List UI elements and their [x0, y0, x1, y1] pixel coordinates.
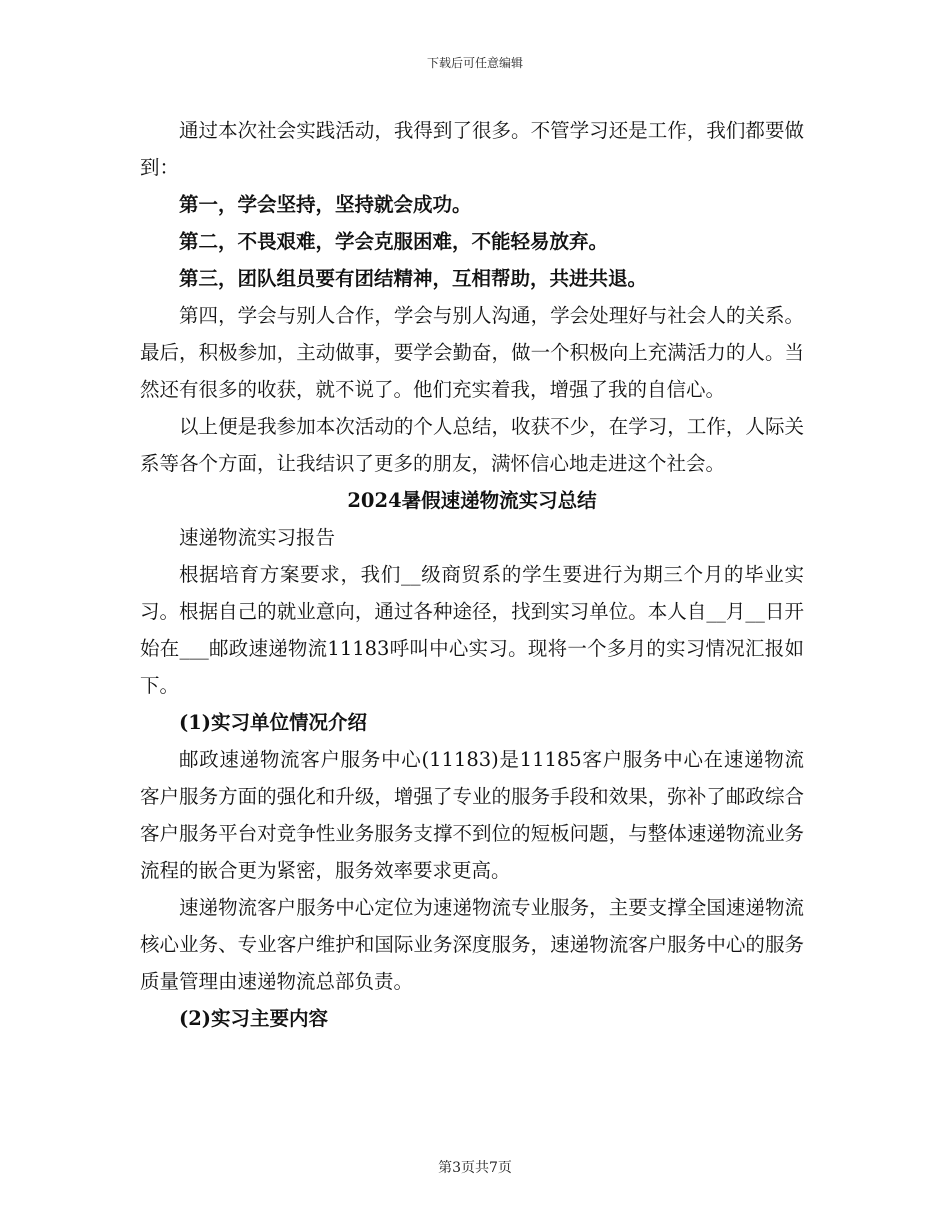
paragraph-background: 根据培育方案要求，我们__级商贸系的学生要进行为期三个月的毕业实习。根据自己的就业意向，通过各种途径，找到实习单位。本人自__月__日开始在___邮政速递物流11183呼叫中心实习。现将一个多月的实习情况汇报如下。 — [140, 563, 804, 697]
paragraph-unit-description: 邮政速递物流客户服务中心(11183)是11185客户服务中心在速递物流客户服务方面的强化和升级，增强了专业的服务手段和效果，弥补了邮政综合客户服务平台对竞争性业务服务支撑不到位的短板问题，与整体速递物流业务流程的嵌合更为紧密，服务效率要求更高。 — [140, 748, 804, 882]
paragraph-summary: 以上便是我参加本次活动的个人总结，收获不少，在学习，工作，人际关系等各个方面，让我结识了更多的朋友，满怀信心地走进这个社会。 — [140, 415, 804, 475]
paragraph-intro: 通过本次社会实践活动，我得到了很多。不管学习还是工作，我们都要做到： — [140, 119, 804, 179]
document-body — [140, 112, 804, 1037]
page-number: 第3页共7页 — [438, 1160, 512, 1176]
report-subtitle: 速递物流实习报告 — [179, 526, 336, 549]
heading-main-content: (2)实习主要内容 — [179, 1007, 329, 1030]
point-first: 第一，学会坚持，坚持就会成功。 — [179, 193, 472, 216]
page-header-note: 下载后可任意编辑 — [426, 56, 523, 70]
section-title: 2024暑假速递物流实习总结 — [347, 489, 597, 512]
heading-unit-intro: (1)实习单位情况介绍 — [179, 711, 368, 734]
paragraph-center-positioning: 速递物流客户服务中心定位为速递物流专业服务，主要支撑全国速递物流核心业务、专业客户维护和国际业务深度服务，速递物流客户服务中心的服务质量管理由速递物流总部负责。 — [140, 896, 804, 993]
point-third: 第三，团队组员要有团结精神，互相帮助，共进共退。 — [179, 267, 648, 290]
point-second: 第二，不畏艰难，学会克服困难，不能轻易放弃。 — [179, 230, 609, 253]
point-fourth: 第四，学会与别人合作，学会与别人沟通，学会处理好与社会人的关系。最后，积极参加，主动做事，要学会勤奋，做一个积极向上充满活力的人。当然还有很多的收获，就不说了。他们充实着我，增强了我的自信心。 — [140, 304, 804, 401]
